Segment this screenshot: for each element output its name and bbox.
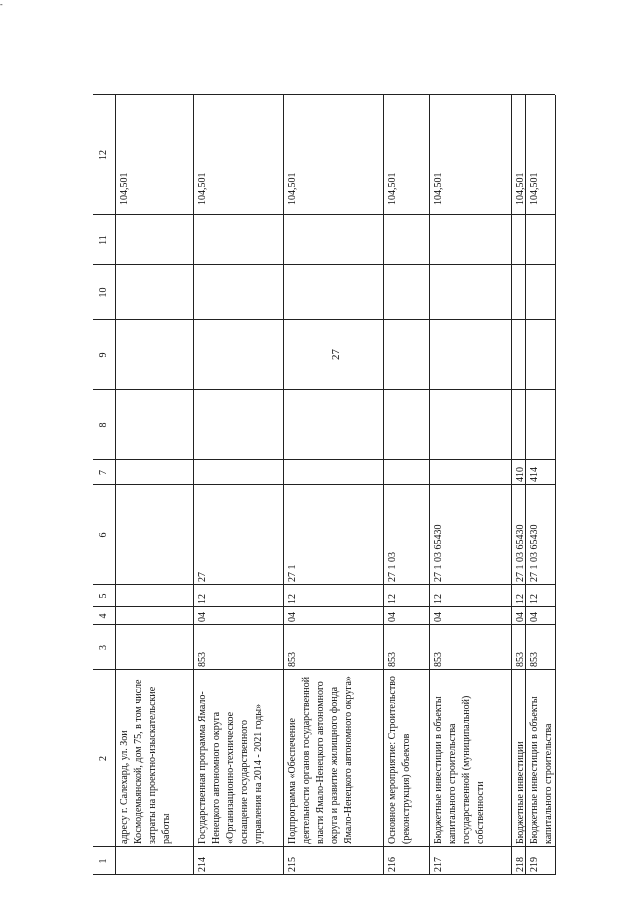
table-cell-amount: 104,501 xyxy=(119,172,130,205)
table-cell-c3: 853 xyxy=(287,652,298,667)
table-cell-c4: 04 xyxy=(529,612,540,622)
header-cell: 9 xyxy=(98,352,109,358)
table-row-rule xyxy=(193,95,194,875)
table-cell-name: Подпрограмма «Обеспечение деятельности органов государственной власти Ямало-Ненецкого автономного округа и развитие жилищного фонда Ямало-Ненецкого автономного округа» xyxy=(287,676,354,844)
table-cell-c6: 27 1 03 65430 xyxy=(515,524,526,582)
table-cell-c3: 853 xyxy=(515,652,526,667)
table-column-rule xyxy=(93,669,555,670)
table-column-rule xyxy=(93,606,555,607)
table-cell-c7: 414 xyxy=(529,467,540,482)
table-cell-n: 219 xyxy=(529,857,540,872)
table-cell-c5: 12 xyxy=(433,594,444,604)
header-cell: 5 xyxy=(98,593,109,599)
table-cell-c6: 27 1 03 65430 xyxy=(529,524,540,582)
table-cell-c5: 12 xyxy=(515,594,526,604)
table-cell-c5: 12 xyxy=(287,594,298,604)
table-column-rule xyxy=(93,389,555,390)
table-column-rule xyxy=(93,846,555,847)
table-cell-amount: 104,501 xyxy=(529,172,540,205)
table-cell-name: адресу г. Салехард, ул. Зои Космодемьянской, дом 75, в том числе затраты на проектно-изыскательские работы xyxy=(119,679,172,844)
table-cell-c4: 04 xyxy=(515,612,526,622)
header-cell: 11 xyxy=(98,235,109,245)
table-cell-amount: 104,501 xyxy=(197,172,208,205)
table-cell-n: 217 xyxy=(433,857,444,872)
table-cell-c6: 27 1 xyxy=(287,564,298,582)
table-cell-c5: 12 xyxy=(529,594,540,604)
table-cell-c4: 04 xyxy=(433,612,444,622)
header-cell: 12 xyxy=(98,150,109,160)
table-column-rule xyxy=(93,584,555,585)
table-column-rule xyxy=(93,874,555,875)
header-cell: 6 xyxy=(98,532,109,538)
table-row-rule xyxy=(283,95,284,875)
table-cell-name: Бюджетные инвестиции в объекты капитального строительства xyxy=(529,696,554,844)
table-row-rule xyxy=(115,95,116,875)
header-cell: 4 xyxy=(98,613,109,619)
table-cell-c5: 12 xyxy=(387,594,398,604)
corner-mark: - xyxy=(0,0,3,9)
table-column-rule xyxy=(93,319,555,320)
table-cell-amount: 104,501 xyxy=(433,172,444,205)
table-cell-amount: 104,501 xyxy=(387,172,398,205)
table-cell-name: Бюджетные инвестиции в объекты капитального строительства государственной (муниципальной) собственности xyxy=(433,695,486,844)
table-cell-c6: 27 xyxy=(197,572,208,582)
table-cell-c3: 853 xyxy=(529,652,540,667)
header-cell: 10 xyxy=(98,287,109,298)
table-row-rule xyxy=(383,95,384,875)
header-cell: 1 xyxy=(98,858,109,864)
table-cell-amount: 104,501 xyxy=(515,172,526,205)
table-cell-c5: 12 xyxy=(197,594,208,604)
table-cell-name: Бюджетные инвестиции xyxy=(515,741,526,844)
table-cell-c3: 853 xyxy=(433,652,444,667)
table-column-rule xyxy=(93,94,555,95)
table-cell-c3: 853 xyxy=(197,652,208,667)
table-cell-n: 214 xyxy=(197,857,208,872)
table-cell-c6: 27 1 03 xyxy=(387,552,398,582)
table-cell-amount: 104,501 xyxy=(287,172,298,205)
header-cell: 8 xyxy=(98,422,109,428)
table-cell-c6: 27 1 03 65430 xyxy=(433,524,444,582)
table-cell-n: 215 xyxy=(287,857,298,872)
table-column-rule xyxy=(93,264,555,265)
table-column-rule xyxy=(93,459,555,460)
table-cell-name: Основное мероприятие: Строительство (реконструкция) объектов xyxy=(387,676,412,844)
header-cell: 7 xyxy=(98,470,109,475)
table-cell-c3: 853 xyxy=(387,652,398,667)
table-cell-c4: 04 xyxy=(287,612,298,622)
table-row-rule xyxy=(429,95,430,875)
table-column-rule xyxy=(93,624,555,625)
page-number: 27 xyxy=(330,349,342,360)
header-cell: 2 xyxy=(98,756,109,761)
table-column-rule xyxy=(93,484,555,485)
header-cell: 3 xyxy=(98,645,109,650)
table-row-rule xyxy=(511,95,512,875)
table-cell-name: Государственная программа Ямало-Ненецкого автономного округа «Организационно-техническое оснащение государственного управления на 2014 - 2021 годы» xyxy=(197,691,264,844)
table-cell-n: 218 xyxy=(515,857,526,872)
budget-table xyxy=(93,15,563,875)
table-cell-c4: 04 xyxy=(387,612,398,622)
table-cell-c4: 04 xyxy=(197,612,208,622)
table-column-rule xyxy=(93,214,555,215)
table-cell-n: 216 xyxy=(387,857,398,872)
table-cell-c7: 410 xyxy=(515,467,526,482)
